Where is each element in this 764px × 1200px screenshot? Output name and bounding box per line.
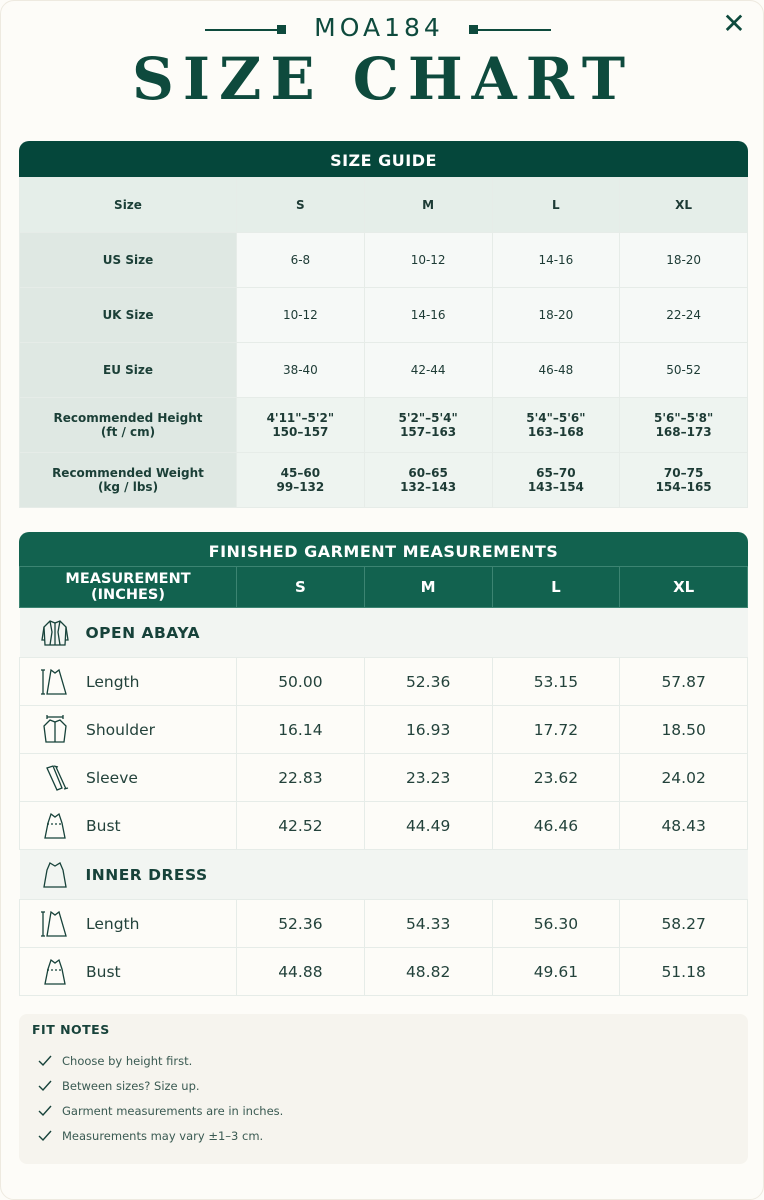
table-cell [237,453,365,508]
note-text: Choose by height first. [62,1054,193,1068]
list-item [37,1076,200,1096]
note-text: Between sizes? Size up. [62,1079,200,1093]
table-cell: 46.46 [492,802,620,850]
column-header: M [364,567,492,608]
table-cell [237,398,365,453]
check-icon [37,1128,53,1144]
table-cell: 42.52 [237,802,365,850]
column-header: S [237,567,365,608]
cell-line: 5'2"–5'4" [398,411,458,425]
table-cell [492,398,620,453]
column-header: XL [620,178,748,233]
table-cell: 22-24 [620,288,748,343]
row-label-line: (ft / cm) [100,425,156,439]
table-cell: 49.61 [492,948,620,996]
row-label-text: Sleeve [86,768,138,787]
header [1,1,764,131]
cell-line: 5'4"–5'6" [526,411,586,425]
cell-line: 70–75 [663,466,704,480]
cell-line: 132–143 [400,480,457,494]
brand-divider-left [205,29,281,31]
cell-line: 163–168 [527,425,584,439]
cell-line: 60–65 [408,466,448,480]
column-header: M [364,178,492,233]
table-cell: 58.27 [620,900,748,948]
table-cell: 44.88 [237,948,365,996]
table-cell: 50.00 [237,658,365,706]
cell-line: 143–154 [527,480,584,494]
section-title: INNER DRESS [85,865,208,884]
section-cell [20,608,748,658]
table-cell: 54.33 [364,900,492,948]
row-label-line: Recommended Height [53,411,203,425]
table-cell: 52.36 [364,658,492,706]
table-row [20,802,748,850]
table-cell: 52.36 [237,900,365,948]
section-cell [20,850,748,900]
row-label-text: Bust [86,962,121,981]
table-cell [364,453,492,508]
table-row [20,233,748,288]
table-cell: 10-12 [364,233,492,288]
table-row [20,948,748,996]
section-row-inner-dress [20,850,748,900]
garment-measurements-table [19,532,748,996]
table-cell: 50-52 [620,343,748,398]
row-label: UK Size [20,288,237,343]
table-cell: 16.93 [364,706,492,754]
table-cell: 48.82 [364,948,492,996]
column-header [20,567,237,608]
table-row [20,343,748,398]
row-label [20,802,237,850]
table-cell: 18-20 [492,288,620,343]
table-row [20,398,748,453]
cell-line: 157–163 [400,425,457,439]
row-label-text: Length [86,672,140,691]
column-header-line: (INCHES) [91,587,165,603]
page-title: SIZE CHART [131,45,635,113]
cell-line: 99–132 [276,480,325,494]
row-label [20,948,237,996]
brand-name: MOA184 [314,13,444,42]
table-cell: 10-12 [237,288,365,343]
table-cell [364,398,492,453]
brand-divider-right [475,29,551,31]
row-label [20,658,237,706]
cell-line: 154–165 [655,480,712,494]
note-text: Measurements may vary ±1–3 cm. [62,1129,264,1143]
table-row [20,453,748,508]
row-label: US Size [20,233,237,288]
column-header-line: MEASUREMENT [65,571,191,587]
table-cell: 56.30 [492,900,620,948]
fit-notes-title: FIT NOTES [32,1022,110,1037]
table-cell: 22.83 [237,754,365,802]
column-header: L [492,178,620,233]
column-header: S [237,178,365,233]
list-item [37,1101,283,1121]
table-cell: 16.14 [237,706,365,754]
size-guide-table [19,141,748,508]
bust-icon [40,957,70,987]
row-label: EU Size [20,343,237,398]
length-icon [40,667,70,697]
table-row [20,288,748,343]
table-cell [620,398,748,453]
section-title: OPEN ABAYA [85,623,201,642]
table-cell: 17.72 [492,706,620,754]
table-row [20,900,748,948]
table-cell: 38-40 [237,343,365,398]
table-cell [492,453,620,508]
row-label-text: Length [86,914,140,933]
cell-line: 5'6"–5'8" [654,411,714,425]
measurements-heading: FINISHED GARMENT MEASUREMENTS [19,532,748,566]
table-row [20,754,748,802]
note-text: Garment measurements are in inches. [62,1104,284,1118]
row-label [20,453,237,508]
table-cell: 57.87 [620,658,748,706]
size-guide-header-row [20,178,748,233]
row-label [20,398,237,453]
sleeve-icon [40,763,70,793]
table-cell: 18-20 [620,233,748,288]
table-cell: 18.50 [620,706,748,754]
table-cell: 44.49 [364,802,492,850]
bust-icon [40,811,70,841]
table-row [20,706,748,754]
row-label [20,706,237,754]
cell-line: 150–157 [272,425,329,439]
list-item [37,1051,192,1071]
abaya-icon [40,618,70,648]
table-cell: 6-8 [237,233,365,288]
fit-notes [19,1014,748,1164]
row-label-line: (kg / lbs) [97,480,159,494]
table-cell: 14-16 [492,233,620,288]
table-cell: 53.15 [492,658,620,706]
table-cell: 23.23 [364,754,492,802]
row-label-line: Recommended Weight [52,466,204,480]
check-icon [37,1053,53,1069]
check-icon [37,1103,53,1119]
section-row-open-abaya [20,608,748,658]
column-header: L [492,567,620,608]
table-cell: 51.18 [620,948,748,996]
table-row [20,658,748,706]
close-icon[interactable]: ✕ [722,7,746,40]
measurements-header-row [20,567,748,608]
table-cell: 42-44 [364,343,492,398]
row-label-text: Shoulder [86,720,156,739]
list-item [37,1126,263,1146]
table-cell: 46-48 [492,343,620,398]
table-cell [620,453,748,508]
column-header: Size [20,178,237,233]
cell-line: 65–70 [536,466,576,480]
row-label-text: Bust [86,816,121,835]
cell-line: 168–173 [655,425,712,439]
cell-line: 45–60 [280,466,321,480]
column-header: XL [620,567,748,608]
table-cell: 48.43 [620,802,748,850]
table-cell: 14-16 [364,288,492,343]
table-cell: 23.62 [492,754,620,802]
cell-line: 4'11"–5'2" [266,411,335,425]
row-label [20,900,237,948]
size-guide-heading: SIZE GUIDE [19,141,748,177]
table-cell: 24.02 [620,754,748,802]
length-icon [40,909,70,939]
check-icon [37,1078,53,1094]
dress-icon [40,860,70,890]
brand-divider-dot-left [277,25,286,34]
shoulder-icon [40,715,70,745]
row-label [20,754,237,802]
